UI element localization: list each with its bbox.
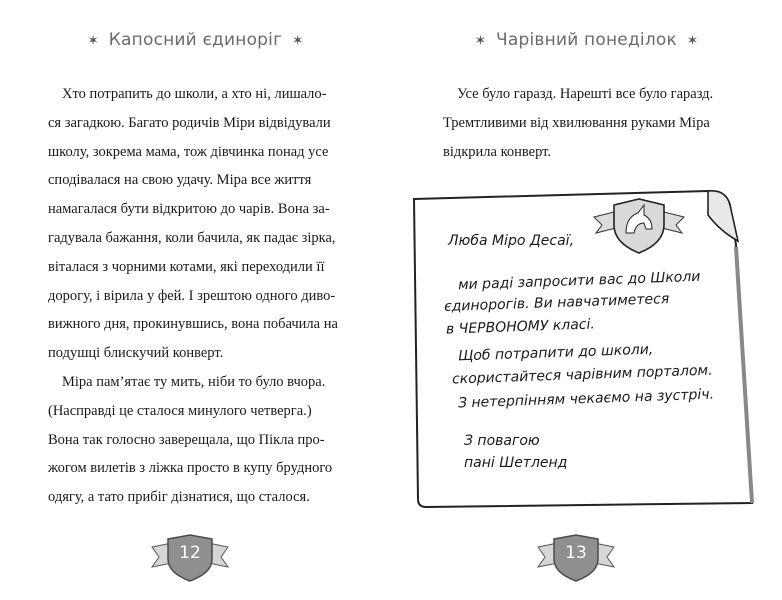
text-line: намагалася бути відкритою до чарів. Вона за- [48,201,330,218]
text-line: гадувала бажання, коли бачила, як падає зірка, [48,229,336,246]
text-line: ся загадкою. Багато родичів Міри відвідували [48,114,331,131]
text-line: жогом вилетів з ліжка просто в купу брудного [48,460,333,477]
running-head-title: Капосний єдиноріг [108,30,283,50]
star-icon: ✶ [474,33,487,49]
letter-line: в ЧЕРВОНОМУ класі. [445,316,596,338]
text-line: школу, зокрема мама, тож дівчинка понад усе [48,143,329,160]
text-line: Вона так голосно заверещала, що Пікла про- [48,431,325,448]
letter-closing: З повагою [464,433,540,449]
running-head [0,30,391,50]
text-line: (Насправді це сталося минулого четверга.) [48,402,312,419]
body-text [48,80,348,512]
page-number: 12 [179,543,201,563]
text-line: Міра пам’ятає ту мить, ніби то було вчора. [62,373,326,390]
body-text [443,80,733,166]
page-number: 13 [565,543,587,563]
text-line: одягу, а тато прибіг дізнатися, що сталося. [48,489,310,506]
letter-line: скористайтеся чарівним порталом. [451,362,713,388]
text-line: Усе було гаразд. Нарешті все було гаразд. [457,86,714,102]
text-line: сподівалася на свою удачу. Міра все життя [48,172,312,189]
page-number-badge [536,533,616,583]
running-head-title: Чарівний понеділок [496,30,677,50]
text-line: вижного дня, прокинувшись, вона побачила на [48,316,338,333]
letter-signature: пані Шетленд [464,455,568,471]
running-head [391,30,782,50]
star-icon: ✶ [686,33,699,49]
text-line: віталася з чорними котами, які переходили її [48,258,325,275]
star-icon: ✶ [291,33,304,49]
page-number-badge [150,533,230,583]
letter-greeting: Люба Міро Десаї, [448,233,575,249]
text-line: подушці блискучий конверт. [48,345,224,362]
letter-line: Щоб потрапити до школи, [457,341,654,365]
invitation-letter [408,185,758,515]
text-line: дорогу, і вірила у фей. І зрештою одного диво- [48,287,336,304]
text-line: відкрила конверт. [443,143,552,160]
text-line: Хто потрапить до школи, а хто ні, лишало- [62,86,327,102]
star-icon: ✶ [87,33,100,49]
letter-line: ми раді запросити вас до Школи [457,268,701,294]
text-line: Тремтливими від хвилювання руками Міра [443,114,710,131]
letter-line: єдинорогів. Ви навчатиметеся [443,291,670,315]
letter-line: З нетерпінням чекаємо на зустріч. [457,386,715,412]
